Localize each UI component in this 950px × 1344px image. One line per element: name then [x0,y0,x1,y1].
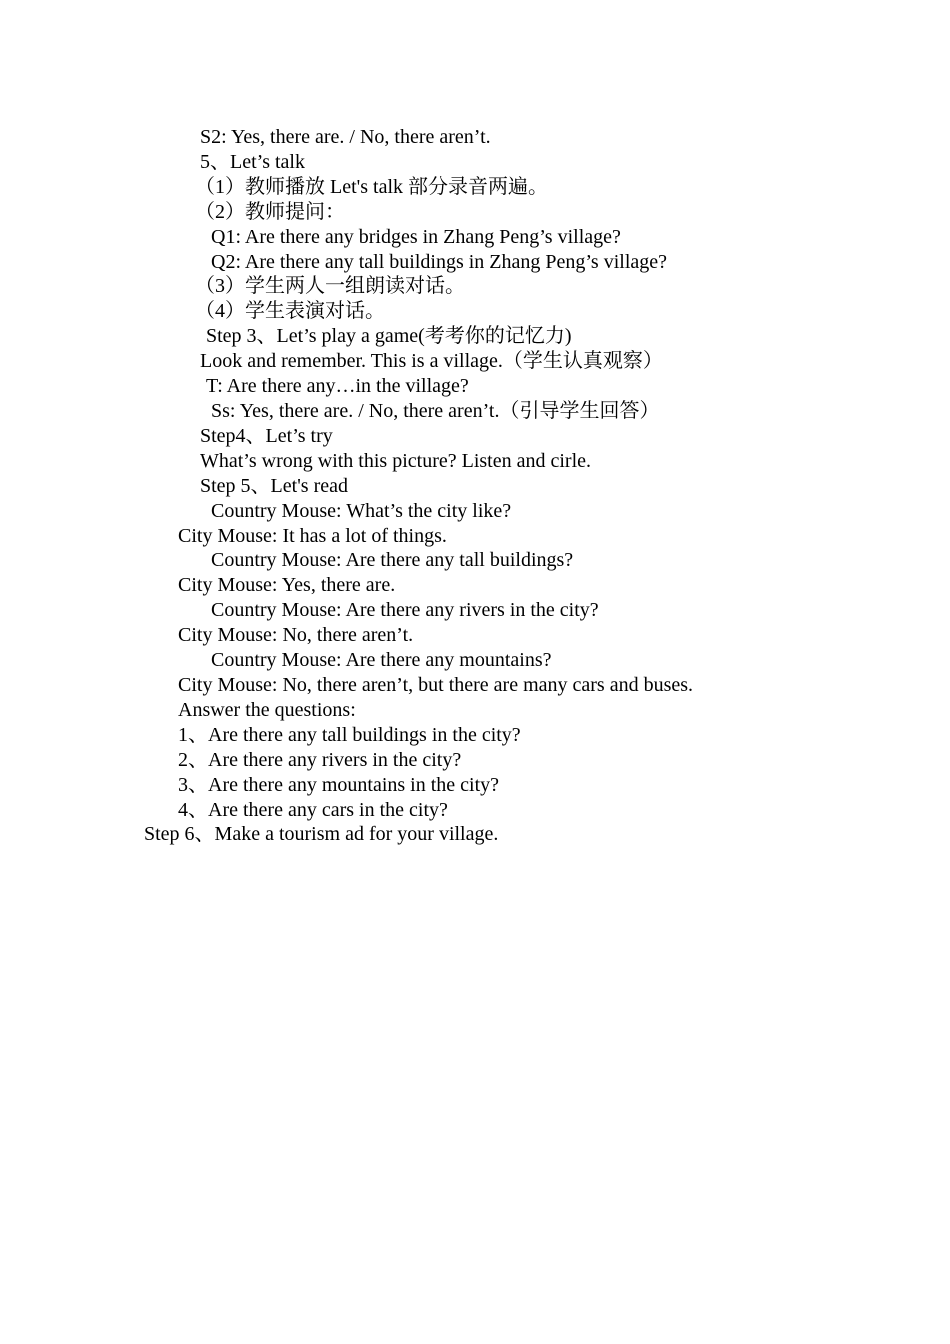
text-line-answer-questions: Answer the questions: [178,699,356,721]
text-line-question-2: 2、Are there any rivers in the city? [178,749,462,771]
text-line-city-mouse-1: City Mouse: It has a lot of things. [178,525,447,547]
text-line-question-4: 4、Are there any cars in the city? [178,799,448,821]
text-line-pair-reading: （3）学生两人一组朗读对话。 [195,275,465,297]
text-line-look-remember: Look and remember. This is a village.（学生认真观察） [200,350,663,372]
text-line-city-mouse-2: City Mouse: Yes, there are. [178,574,396,596]
text-line-city-mouse-4: City Mouse: No, there aren’t, but there are many cars and buses. [178,674,694,696]
text-line-step-6: Step 6、Make a tourism ad for your village. [144,823,499,845]
text-line-country-mouse-4: Country Mouse: Are there any mountains? [211,649,552,671]
text-line-country-mouse-1: Country Mouse: What’s the city like? [211,500,512,522]
text-line-teacher-asks: （2）教师提问： [195,201,345,223]
text-line-act-dialogue: （4）学生表演对话。 [195,300,385,322]
text-line-question-1: 1、Are there any tall buildings in the city? [178,724,521,746]
text-line-lets-talk: 5、Let’s talk [200,151,305,173]
text-line-q2: Q2: Are there any tall buildings in Zhang Peng’s village? [211,251,668,273]
text-line-whats-wrong: What’s wrong with this picture? Listen and cirle. [200,450,592,472]
text-line-students-answer: Ss: Yes, there are. / No, there aren’t.（引导学生回答） [211,400,660,422]
text-line-s2-answer: S2: Yes, there are. / No, there aren’t. [200,126,491,148]
text-line-step-5: Step 5、Let's read [200,475,349,497]
text-line-step-4: Step4、Let’s try [200,425,333,447]
text-line-step-3: Step 3、Let’s play a game(考考你的记忆力) [206,325,572,347]
text-line-country-mouse-2: Country Mouse: Are there any tall buildings? [211,549,574,571]
text-line-city-mouse-3: City Mouse: No, there aren’t. [178,624,414,646]
text-line-play-recording: （1）教师播放 Let's talk 部分录音两遍。 [195,176,549,198]
text-line-question-3: 3、Are there any mountains in the city? [178,774,500,796]
text-line-teacher-question: T: Are there any…in the village? [206,375,469,397]
text-line-q1: Q1: Are there any bridges in Zhang Peng’s village? [211,226,621,248]
text-line-country-mouse-3: Country Mouse: Are there any rivers in the city? [211,599,599,621]
